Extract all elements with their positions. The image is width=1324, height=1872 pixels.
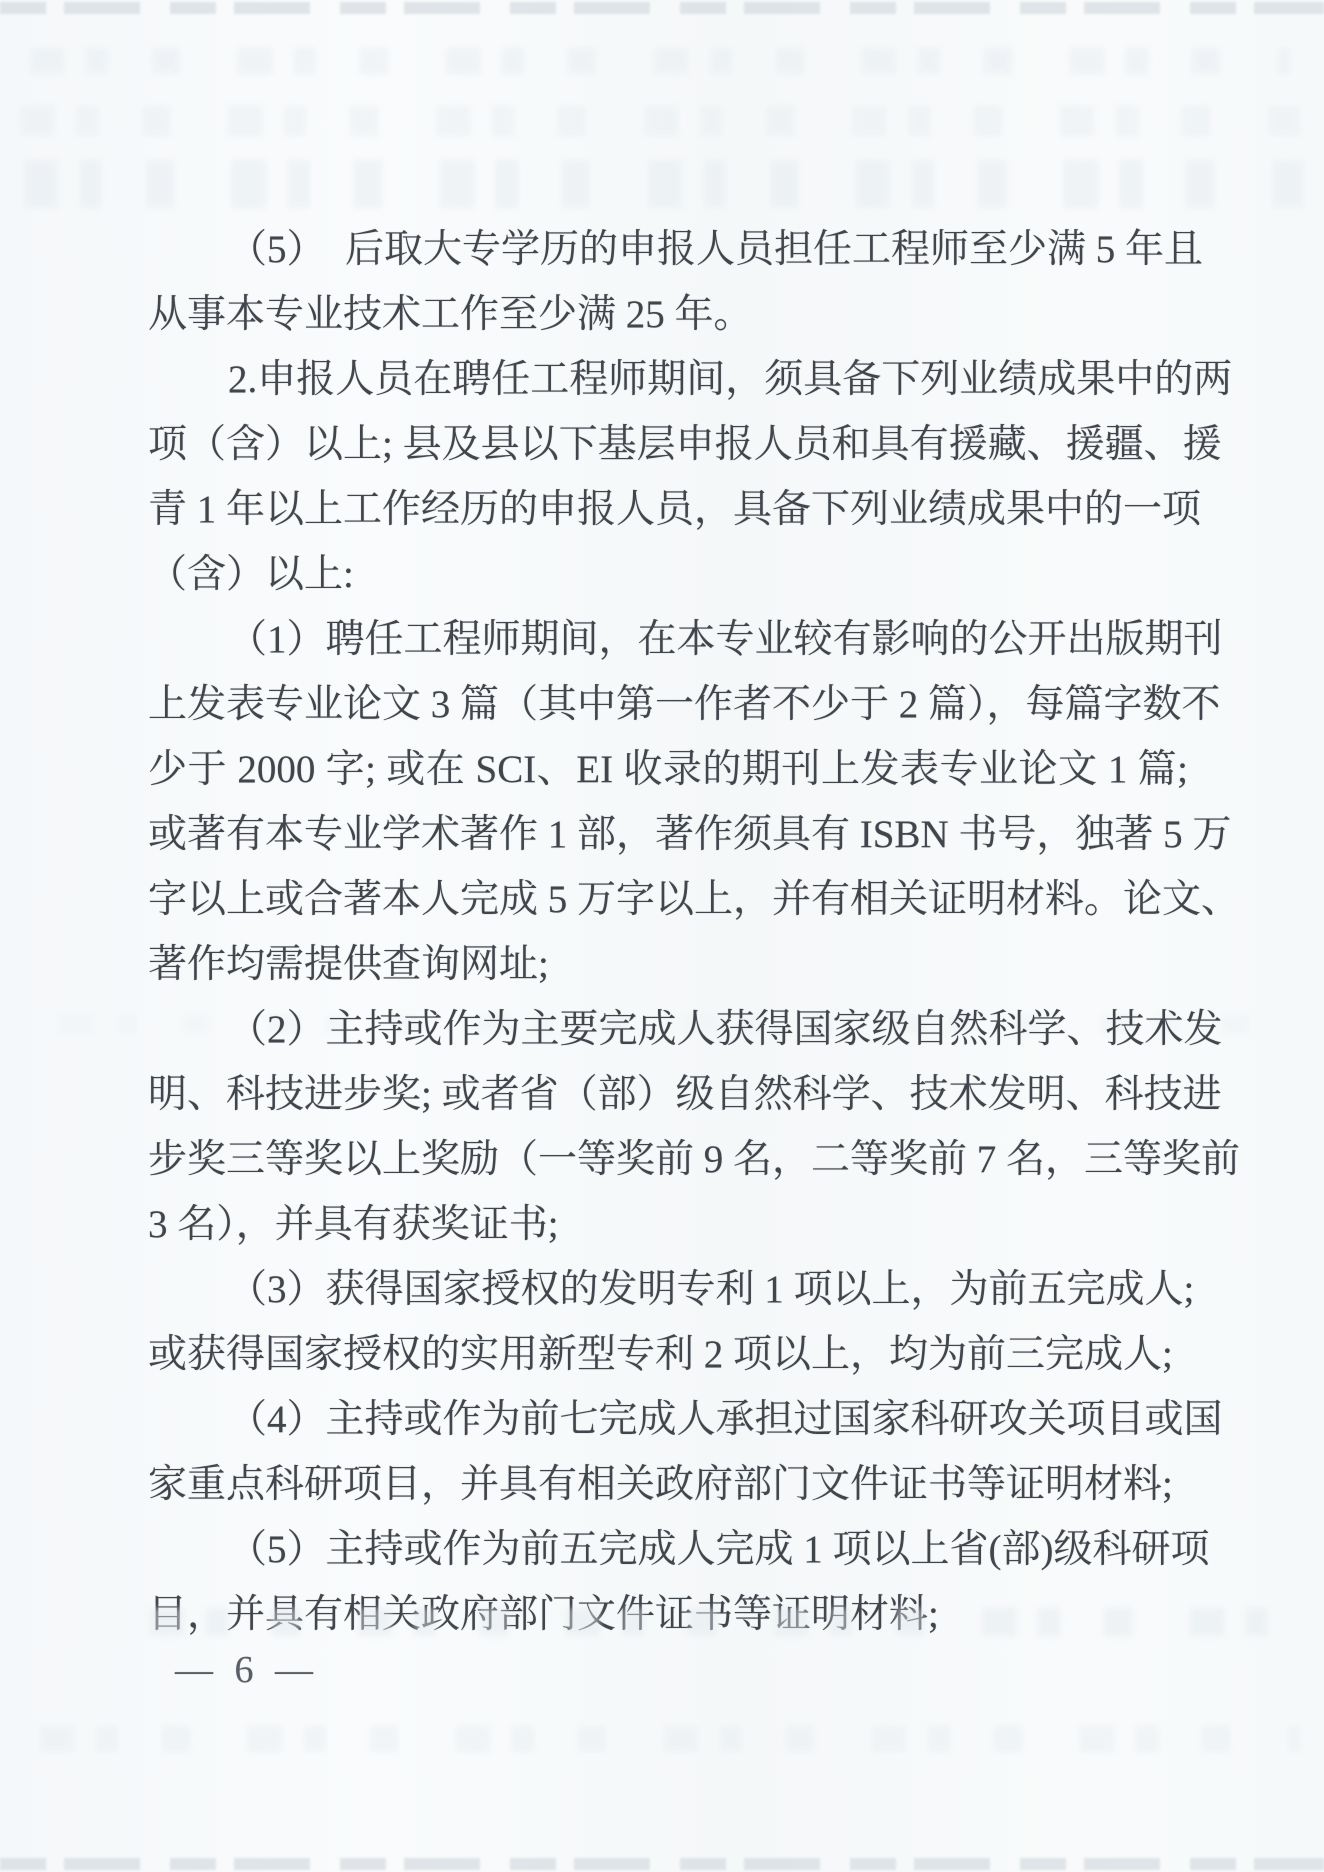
text-line: 或获得国家授权的实用新型专利 2 项以上，均为前三完成人;	[148, 1333, 1173, 1376]
scan-edge-artifact-bottom	[0, 1858, 1324, 1870]
text-line: 家重点科研项目，并具有相关政府部门文件证书等证明材料;	[148, 1463, 1173, 1506]
text-line: 著作均需提供查询网址;	[148, 943, 549, 986]
text-line: （5）主持或作为前五完成人完成 1 项以上省(部)级科研项	[228, 1528, 1210, 1571]
bleedthrough-artifact	[150, 1608, 1300, 1636]
text-line: （4）主持或作为前七完成人承担过国家科研攻关项目或国	[228, 1398, 1223, 1441]
text-line: （3）获得国家授权的发明专利 1 项以上，为前五完成人;	[228, 1268, 1195, 1311]
text-line: 字以上或合著本人完成 5 万字以上，并有相关证明材料。论文、	[148, 878, 1241, 921]
text-line: （2）主持或作为主要完成人获得国家级自然科学、技术发	[228, 1008, 1223, 1051]
text-line: （含）以上:	[148, 553, 354, 596]
bleedthrough-artifact	[30, 48, 1290, 74]
bleedthrough-artifact	[24, 160, 1304, 208]
bleedthrough-artifact	[20, 106, 1300, 136]
bleedthrough-artifact	[40, 1726, 1300, 1752]
text-line: （1）聘任工程师期间，在本专业较有影响的公开出版期刊	[228, 618, 1223, 661]
text-line: 2.申报人员在聘任工程师期间，须具备下列业绩成果中的两	[228, 358, 1233, 401]
scan-edge-artifact-top	[0, 2, 1324, 14]
text-line: 项（含）以上; 县及县以下基层申报人员和具有援藏、援疆、援	[148, 423, 1222, 466]
text-line: 明、科技进步奖; 或者省（部）级自然科学、技术发明、科技进	[148, 1073, 1222, 1116]
text-line: 少于 2000 字; 或在 SCI、EI 收录的期刊上发表专业论文 1 篇;	[148, 748, 1188, 791]
text-line: 青 1 年以上工作经历的申报人员，具备下列业绩成果中的一项	[148, 488, 1202, 531]
text-line: （5） 后取大专学历的申报人员担任工程师至少满 5 年且	[228, 228, 1204, 271]
text-line: 从事本专业技术工作至少满 25 年。	[148, 293, 753, 336]
document-body-text	[148, 217, 1241, 1647]
page-number: — 6 —	[175, 1649, 319, 1691]
text-line: 或著有本专业学术著作 1 部，著作须具有 ISBN 书号，独著 5 万	[148, 813, 1232, 856]
text-line: 目，并具有相关政府部门文件证书等证明材料;	[148, 1593, 939, 1636]
text-line: 上发表专业论文 3 篇（其中第一作者不少于 2 篇），每篇字数不	[148, 683, 1221, 726]
text-line: 步奖三等奖以上奖励（一等奖前 9 名，二等奖前 7 名，三等奖前	[148, 1138, 1241, 1181]
text-line: 3 名），并具有获奖证书;	[148, 1203, 559, 1246]
